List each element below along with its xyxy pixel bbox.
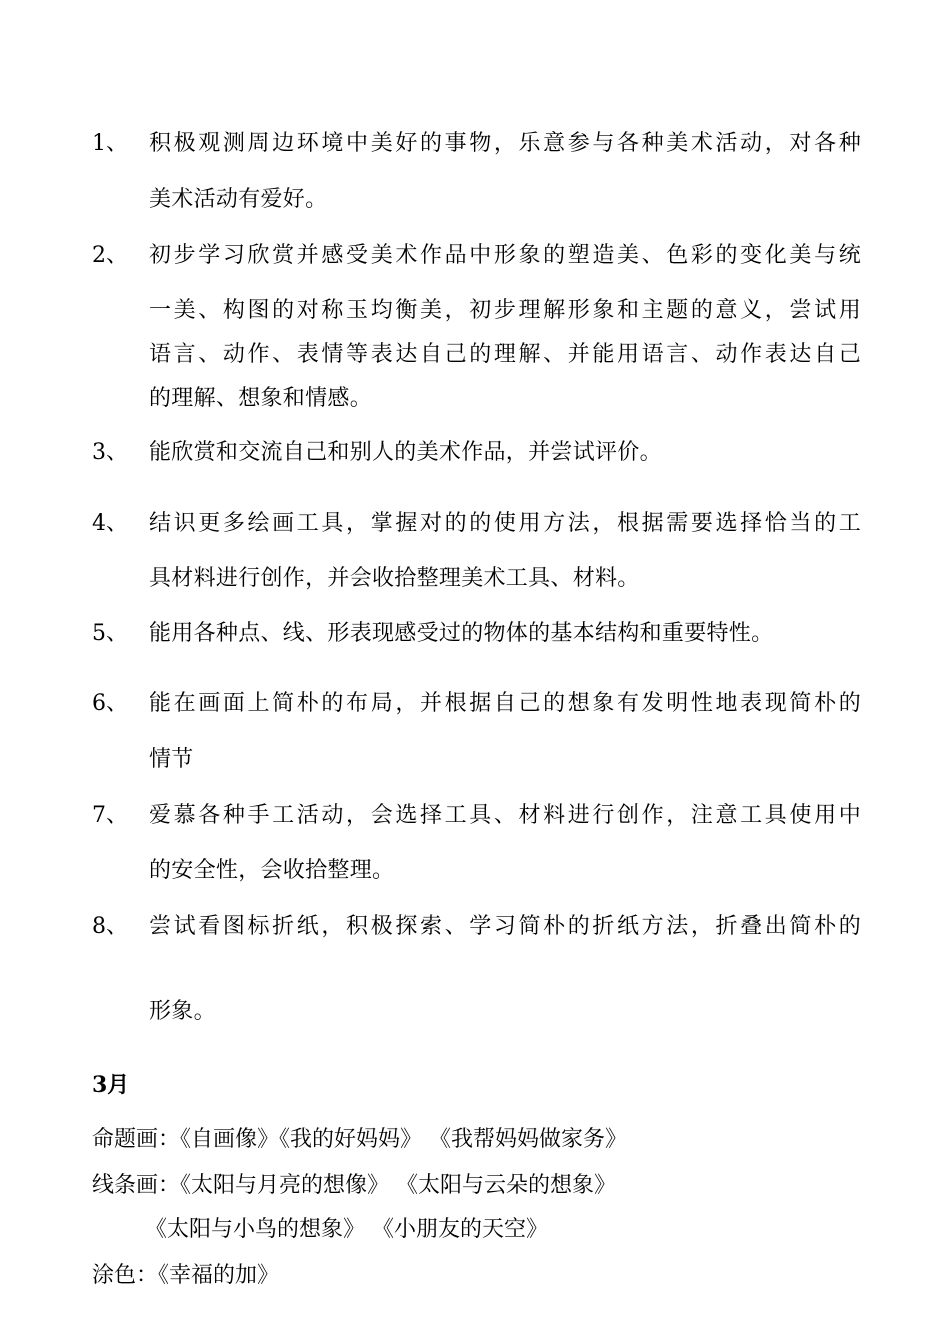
item-text-line: 形象。	[149, 999, 216, 1024]
item-number: 4、	[92, 511, 128, 536]
item-number: 5、	[92, 621, 128, 646]
item-text-line: 尝试看图标折纸，积极探索、学习简朴的折纸方法，折叠出简朴的	[149, 914, 861, 939]
item-number: 8、	[92, 914, 128, 939]
item-text-line: 具材料进行创作，并会收拾整理美术工具、材料。	[149, 566, 640, 591]
topic-drawing-line: 命题画：《自画像》《我的好妈妈》 《我帮妈妈做家务》	[92, 1127, 627, 1152]
item-text-line: 初步学习欣赏并感受美术作品中形象的塑造美、色彩的变化美与统	[149, 243, 861, 268]
item-text-line: 的理解、想象和情感。	[149, 386, 373, 411]
item-text-line: 的安全性，会收拾整理。	[149, 858, 395, 883]
item-number: 1、	[92, 131, 128, 156]
item-text-line: 能在画面上简朴的布局，并根据自己的想象有发明性地表现简朴的	[149, 691, 861, 716]
item-text-line: 一美、构图的对称玉均衡美，初步理解形象和主题的意义，尝试用	[149, 298, 861, 323]
item-text-line: 爱慕各种手工活动，会选择工具、材料进行创作，注意工具使用中	[149, 803, 861, 828]
item-text-line: 语言、动作、表情等表达自己的理解、并能用语言、动作表达自己	[149, 342, 861, 367]
item-text-line: 结识更多绘画工具，掌握对的的使用方法，根据需要选择恰当的工	[149, 511, 861, 536]
item-number: 2、	[92, 243, 128, 268]
item-text-line: 积极观测周边环境中美好的事物，乐意参与各种美术活动，对各种	[149, 131, 861, 156]
month-heading: 3月	[92, 1072, 130, 1098]
item-number: 3、	[92, 440, 128, 465]
item-text-line: 能用各种点、线、形表现感受过的物体的基本结构和重要特性。	[149, 621, 774, 646]
item-number: 7、	[92, 803, 128, 828]
item-text-line: 能欣赏和交流自己和别人的美术作品，并尝试评价。	[149, 440, 662, 465]
coloring-line: 涂色：《幸福的加》	[92, 1263, 280, 1288]
item-text-line: 美术活动有爱好。	[149, 187, 328, 212]
item-number: 6、	[92, 691, 128, 716]
line-drawing-line: 线条画：《太阳与月亮的想像》 《太阳与云朵的想象》	[92, 1173, 616, 1198]
line-drawing-line-continued: 《太阳与小鸟的想象》 《小朋友的天空》	[145, 1217, 548, 1242]
item-text-line: 情节	[149, 747, 194, 772]
